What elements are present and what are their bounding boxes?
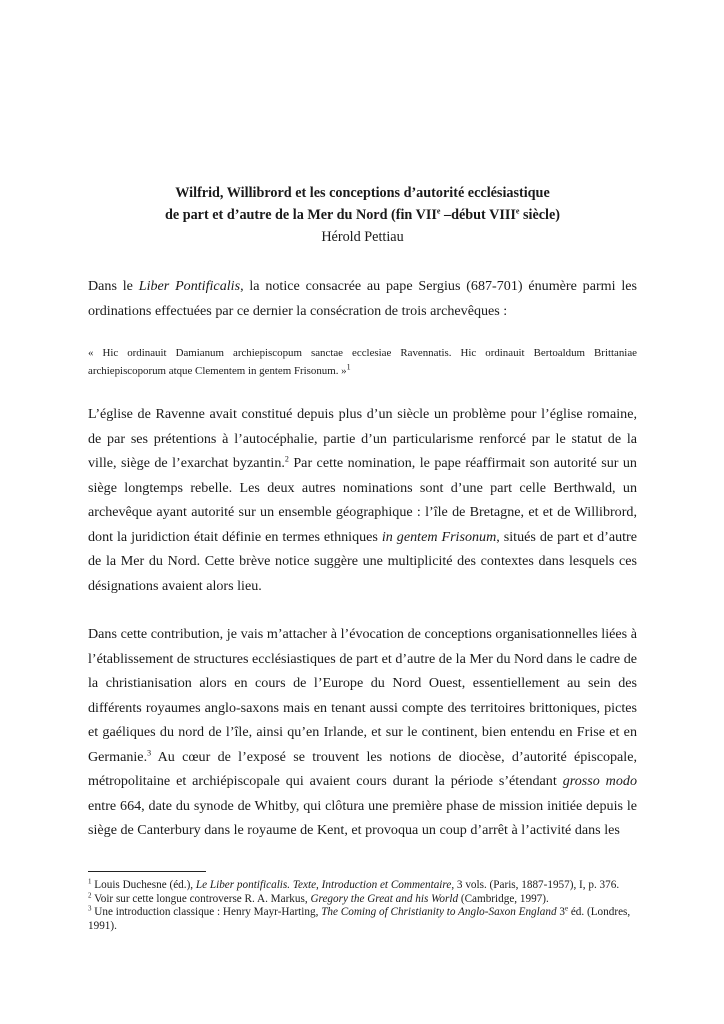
- paragraph-contribution: Dans cette contribution, je vais m’attacher à l’évocation de conceptions organisationnelles liées à l’établissement de structures ecclésiastiques de part et d’autre de la Mer du Nord dans le cadre de la christianisation alors en cours de l’Europe du Nord Ouest, essentiellement au sein des différents royaumes anglo-saxons mais en tenant aussi compte des territoires brittoniques, pictes et gaéliques du nord de l’île, ainsi qu’en Irlande, et sur le continent, bien entendu en Frise et en Germanie.$^3$ Au cœur de l’exposé se trouvent les notions de diocèse, d’autorité épiscopale, métropolitaine et archiépiscopale qui avaient cours durant la période s’étendant grosso modo entre 664, date du synode de Whitby, qui clôtura une première phase de mission initiée depuis le siège de Canterbury dans le royaume de Kent, et provoqua un coup d’arrêt à l’activité dans les: [88, 626, 637, 838]
- intro-paragraph: Dans le Liber Pontificalis, la notice consacrée au pape Sergius (687-701) énumère parmi les ordinations effectuées par ce dernier la consécration de trois archevêques :: [88, 278, 637, 319]
- document-page: [88, 182, 637, 843]
- footnote-3: $^3$ Une introduction classique : Henry Mayr-Harting, The Coming of Christianity to Anglo-Saxon England 3e éd. (Londres, 1991).: [88, 904, 631, 932]
- author-name: Hérold Pettiau: [321, 229, 404, 245]
- footnote-ref-3[interactable]: 3: [147, 747, 152, 757]
- paragraph-ravenna: L’église de Ravenne avait constitué depuis plus d’un siècle un problème pour l’église romaine, de par ses prétentions à l’autocéphalie, partie d’un particularisme renforcé par le statut de la ville, siège de l’exarchat byzantin.$^2$ Par cette nomination, le pape réaffirmait son autorité sur un siège longtemps rebelle. Les deux autres nominations sont d’une part celle Berthwald, un archevêque ayant autorité sur un ensemble géographique : l’île de Bretagne, et et de Willibrord, dont la juridiction était définie en termes ethniques in gentem Frisonum, situés de part et d’autre de la Mer du Nord. Cette brève notice suggère une multiplicité des contextes dans lesquels ces désignations avaient alors lieu.: [88, 406, 637, 594]
- footnote-2: $^2$ Voir sur cette longue controverse R. A. Markus, Gregory the Great and his World (Cambridge, 1997).: [88, 890, 549, 905]
- footnote-separator: [88, 871, 206, 872]
- liber-pontificalis-italic: Liber Pontificalis: [138, 278, 241, 294]
- footnotes: [88, 879, 637, 933]
- title-line-2: de part et d’autre de la Mer du Nord (fin VIIe –début VIIIe siècle): [164, 206, 561, 223]
- title-line-1: Wilfrid, Willibrord et les conceptions d’autorité ecclésiastique: [175, 185, 550, 201]
- footnote-ref-2[interactable]: 2: [284, 454, 289, 464]
- footnote-ref-1[interactable]: 1: [346, 361, 351, 371]
- footnote-1: $^1$ Louis Duchesne (éd.), Le Liber pontificalis. Texte, Introduction et Commentaire, 3 vols. (Paris, 1887-1957), I, p. 376.: [88, 877, 620, 891]
- latin-quotation: « Hic ordinauit Damianum archiepiscopum sanctae ecclesiae Ravennatis. Hic ordinauit Bertoaldum Brittaniae archiepiscoporum atque Clementem in gentem Frisonum. »$^1$: [88, 347, 637, 377]
